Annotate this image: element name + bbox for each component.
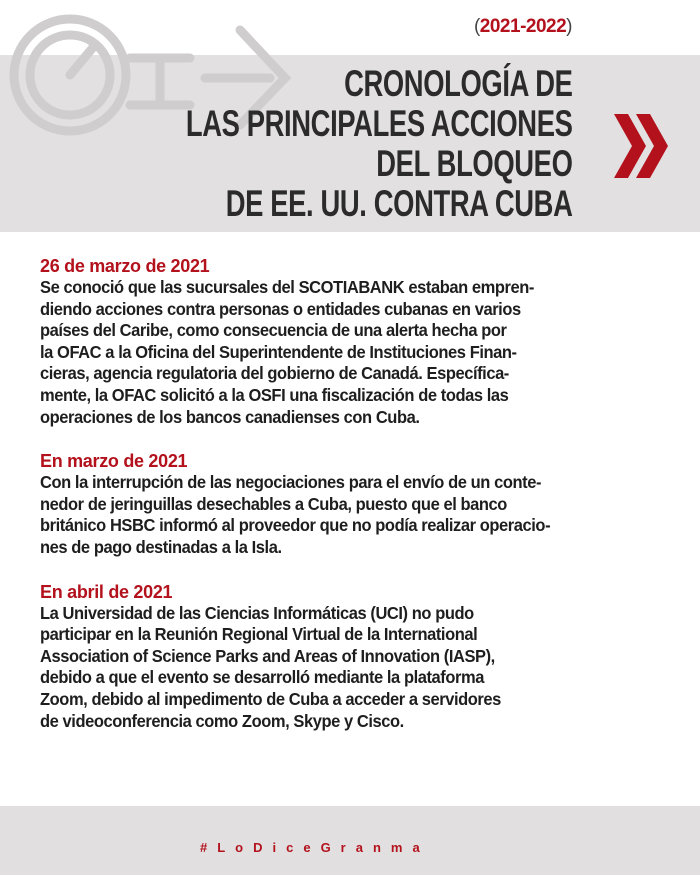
entry-text-line: debido a que el evento se desarrolló mediante la plataforma	[40, 667, 484, 688]
double-chevron-icon	[612, 112, 672, 182]
entry-text-line: Con la interrupción de las negociaciones para el envío de un conte-	[40, 472, 542, 493]
hashtag: #LoDiceGranma	[200, 840, 430, 855]
entry-text-line: mente, la OFAC solicitó a la OSFI una fiscalización de todas las	[40, 384, 509, 405]
entry-text-line: operaciones de los bancos canadienses con Cuba.	[40, 406, 420, 427]
entry-text-line: Se conoció que las sucursales del SCOTIABANK estaban empren-	[40, 277, 534, 297]
entry-date: 26 de marzo de 2021	[40, 256, 210, 276]
timeline-entry	[40, 255, 660, 428]
entry-text-line: participar en la Reunión Regional Virtual de la International	[40, 624, 478, 645]
entry-text-line: nes de pago destinadas a la Isla.	[40, 536, 282, 557]
entry-text-line: nedor de jeringuillas desechables a Cuba, puesto que el banco	[40, 493, 507, 514]
title-line: CRONOLOGÍA DE	[343, 63, 572, 104]
entry-text-line: Zoom, debido al impedimento de Cuba a acceder a servidores	[40, 688, 501, 709]
entry-text-line: británico HSBC informó al proveedor que no podía realizar operacio-	[40, 515, 551, 536]
entry-text-line: Association of Science Parks and Areas of Innovation (IASP),	[40, 645, 495, 666]
footer	[0, 806, 700, 875]
timeline-entry	[40, 450, 660, 558]
timeline	[40, 255, 660, 754]
page-title	[50, 64, 573, 224]
years-text: 2021-2022	[479, 16, 567, 37]
entry-text-line: países del Caribe, como consecuencia de una alerta hecha por	[40, 320, 507, 341]
entry-text-line: de videoconferencia como Zoom, Skype y Cisco.	[40, 710, 404, 731]
entry-text-line: La Universidad de las Ciencias Informáticas (UCI) no pudo	[40, 602, 474, 623]
entry-date: En marzo de 2021	[40, 451, 188, 472]
title-line: DEL BLOQUEO	[375, 143, 572, 184]
title-line: LAS PRINCIPALES ACCIONES	[185, 103, 572, 144]
title-line: DE EE. UU. CONTRA CUBA	[225, 183, 572, 224]
entry-text-line: cieras, agencia regulatoria del gobierno de Canadá. Específica-	[40, 363, 509, 384]
entry-text-line: diendo acciones contra personas o entidades cubanas en varios	[40, 298, 521, 319]
entry-text-line: la OFAC a la Oficina del Superintendente de Instituciones Finan-	[40, 341, 517, 362]
timeline-entry	[40, 581, 660, 733]
entry-date: En abril de 2021	[40, 581, 173, 602]
years-label: (2021-2022)	[473, 16, 572, 37]
